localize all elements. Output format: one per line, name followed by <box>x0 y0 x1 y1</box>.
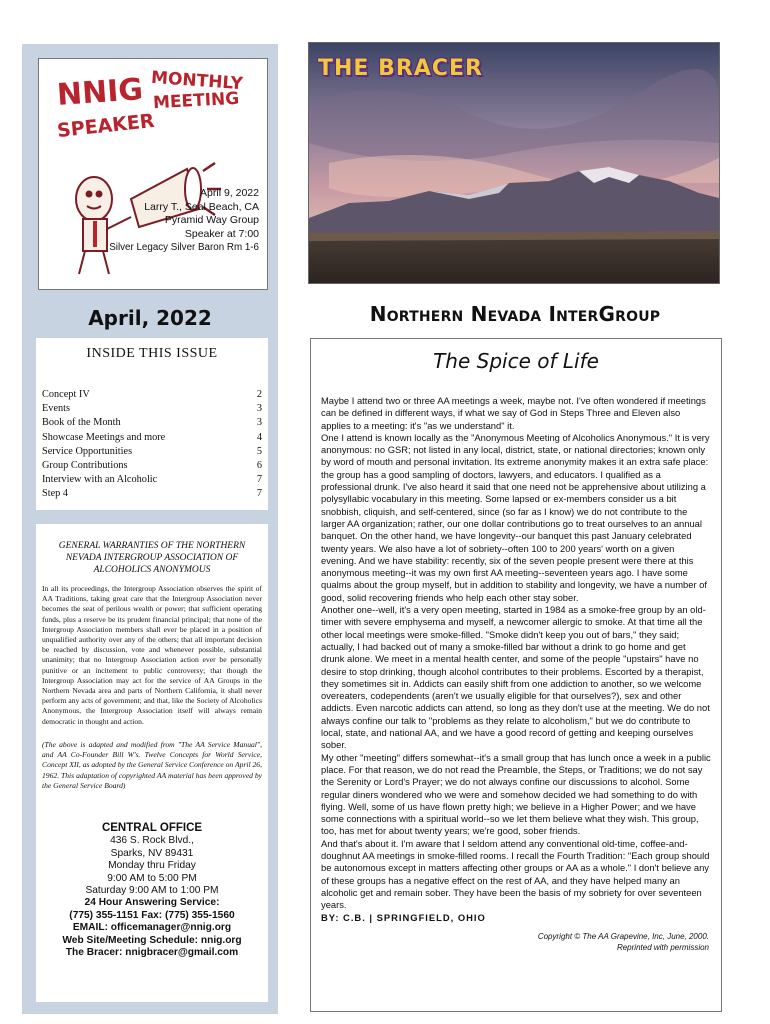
table-of-contents <box>42 388 262 502</box>
toc-row[interactable] <box>42 416 262 430</box>
warranties-title: GENERAL WARRANTIES OF THE NORTHERN NEVADA INTERGROUP ASSOCIATION OF ALCOHOLICS ANONYMOUS <box>58 541 246 575</box>
toc-page: 7 <box>256 474 262 486</box>
copyright-line: Copyright © The AA Grapevine, Inc, June, 2000. <box>537 932 709 941</box>
office-address-2: Sparks, NV 89431 <box>110 847 194 859</box>
logo-speaker: SPEAKER <box>56 109 156 143</box>
host-group: Pyramid Way Group <box>164 214 259 226</box>
toc-label: Showcase Meetings and more <box>42 431 166 443</box>
toc-label: Step 4 <box>42 488 69 500</box>
central-office-box <box>36 812 268 1002</box>
toc-label: Interview with an Alcoholic <box>42 474 158 486</box>
issue-month: April, 2022 <box>88 306 212 330</box>
article-byline: BY: C.B. | SPRINGFIELD, OHIO <box>321 912 486 924</box>
office-hours: 9:00 AM to 5:00 PM <box>107 872 197 884</box>
article-box <box>310 338 722 1012</box>
toc-row[interactable] <box>42 487 262 501</box>
article-title: The Spice of Life <box>433 349 599 373</box>
toc-row[interactable] <box>42 388 262 402</box>
toc-row[interactable] <box>42 402 262 416</box>
toc-label: Concept IV <box>42 389 90 400</box>
toc-page: 7 <box>256 488 262 500</box>
toc-page: 2 <box>256 389 262 400</box>
toc-row[interactable] <box>42 431 262 445</box>
article-paragraph: Another one--well, it's a very open meeting, started in 1984 as a smoke-free group by an old-timer with severe emphysema and myself, a newcomer allergic to smoke. At that time all the other local meetings were smoke-filled. "Smoke didn't keep you out of bars," they said; actually, I had backed out of many a smoke-filled bar without a drink to go home and get drunk alone. We meet in a mental health center, and some of the people "upstairs" have no desire to stop drinking, though alcohol contributes to their problems. Escorted by a therapist, they sometimes sit in. Addicts can easily shift from one addiction to another, so we welcome overeaters, codependents (aren't we usually eligible for that ourselves?), sex and other addicts. Even narcotic addicts can attend, so long as they don't use at the meeting. We do not always confine our talk to "problems as they relate to alcoholism," but we do contribute to local, state, and national AA, and we have a good record of getting and keeping ourselves sober. <box>321 604 710 751</box>
toc-label: Book of the Month <box>42 417 121 429</box>
office-email[interactable]: EMAIL: officemanager@nnig.org <box>72 922 232 934</box>
inside-title: INSIDE THIS ISSUE <box>86 346 218 361</box>
warranties-note: (The above is adapted and modified from "The AA Service Manual", and AA Co-Founder Bill W's. Twelve Concepts for World Service, Concept XII, as adopted by the General Service Conference on April 26, 1962. This adaptation of copyrighted AA material has been approved by the General Service Board) <box>42 740 262 790</box>
toc-row[interactable] <box>42 473 262 487</box>
copyright-notice <box>538 931 709 953</box>
office-details <box>36 822 268 959</box>
article-paragraph: Maybe I attend two or three AA meetings a week, maybe not. I've often wondered if meetings can be defined in different ways, if what we say of God in Steps Three and Eleven also applies to a meeting: it's "as we understand" it. <box>321 395 706 431</box>
office-days: Monday thru Friday <box>108 860 196 872</box>
toc-page: 5 <box>256 445 262 457</box>
bracer-email[interactable]: The Bracer: nnigbracer@gmail.com <box>65 947 239 959</box>
toc-label: Events <box>42 403 71 415</box>
toc-page: 6 <box>256 459 262 471</box>
logo-monthly: MONTHLY <box>150 67 244 95</box>
answering-service: 24 Hour Answering Service: <box>84 897 220 909</box>
warranties-box <box>36 524 268 814</box>
office-saturday: Saturday 9:00 AM to 1:00 PM <box>85 885 219 897</box>
office-address-1: 436 S. Rock Blvd., <box>110 835 194 847</box>
article-paragraph: My other "meeting" differs somewhat--it's a small group that has lunch once a week in a public place. For that reason, we do not read the Preamble, the Steps, or Traditions; we do not say the Serenity or Lord's Prayer; we do not always confine our discussions to alcohol. Some regular diners wondered who we were and somehow decided we had something to do with flying. Well, some of us have flown pretty high; we believe in a Higher Power; and we have some connections with a spiritual world--so we let them believe what they wish. This group, too, has met for about twenty years; we're good, sober friends. <box>321 751 711 837</box>
toc-page: 4 <box>256 431 262 443</box>
logo-nnig: NNIG <box>55 72 145 113</box>
org-name: Northern Nevada InterGroup <box>369 302 661 326</box>
toc-row[interactable] <box>42 445 262 459</box>
inside-this-issue-box <box>36 338 268 510</box>
speaker-card <box>38 58 268 290</box>
speaker-time: Speaker at 7:00 <box>184 227 259 240</box>
toc-label: Group Contributions <box>42 459 128 471</box>
phone-fax[interactable]: (775) 355-1151 Fax: (775) 355-1560 <box>69 909 235 921</box>
article-paragraph: And that's about it. I'm aware that I seldom attend any conventional old-time, coffee-and-doughnut AA meetings in smoke-filled rooms. I recall the Fourth Tradition: "Each group should be autonomous except in matters affecting other groups or AA as a whole." I don't believe any of these groups has a negative effect on the rest of AA, and they have helped many an alcoholic get and remain sober. They have been the basis of my sobriety for over seventeen years. <box>321 837 710 911</box>
toc-page: 3 <box>256 403 262 415</box>
speaker-details <box>109 187 259 255</box>
meeting-date: April 9, 2022 <box>200 187 259 199</box>
website-link[interactable]: Web Site/Meeting Schedule: nnig.org <box>62 934 242 946</box>
article-paragraph: One I attend is known locally as the "Anonymous Meeting of Alcoholics Anonymous." It is very anonymous: no GSR; not listed in any local, district, state, or national directories; known only by word of mouth and personal invitation. Its extreme anonymity makes it an extra safe place: the group has a good sampling of doctors, lawyers, and educators. I qualified as a professional drunk. I've also heard it said that one need not be apprehensive about utilizing a polysyllabic vocabulary in this meeting. Some lapsed or ex-members consider us a bit snobbish, cliquish, and self-centered, since (so far as I know) we do not contribute to the larger AA organization; rather, our one dollar contributions go to treat ourselves to an annual banquet. On the other hand, we have longevity--our banquet this past January celebrated twenty years. We also have a lot of sobriety--often 100 to 200 years' worth on a given evening. And we have stability: recently, six of the seven people present were there at this anonymous meeting--it was my own first AA meeting--seventeen years ago. I have some qualms about the group myself, but in addition to stability and longevity, we have a number of good, solid recovering friends who help each other stay sober. <box>321 431 710 603</box>
article-body <box>321 395 711 925</box>
toc-page: 3 <box>256 417 262 429</box>
office-title: CENTRAL OFFICE <box>101 822 203 834</box>
newsletter-title: THE BRACER <box>318 56 483 81</box>
toc-row[interactable] <box>42 459 262 473</box>
reprint-line: Reprinted with permission <box>616 943 709 952</box>
toc-label: Service Opportunities <box>42 445 133 457</box>
logo-meeting: MEETING <box>152 88 240 114</box>
speaker-name: Larry T., Seal Beach, CA <box>144 200 259 213</box>
venue: Silver Legacy Silver Baron Rm 1-6 <box>109 242 259 253</box>
warranties-body: In all its proceedings, the Intergroup Association observes the spirit of AA Traditions, taking great care that the Intergroup Association never becomes the seat of perilous wealth or power; that sufficient operating funds, plus a reserve be its prudent financial principal; that none of the Intergroup Association members shall ever be placed in a position of unqualified authority over any of the others; that all important decision be reached by discussion, vote and whenever possible, substantial unanimity; that no Intergroup Association action ever be personally punitive or an incitement to public controversy; that though the Intergroup Association may act for the service of AA Groups in the Northern Nevada area and parts of Northern California, it shall never perform any acts of government; and that, like the Society of Alcoholics Anonymous, the Intergroup Association itself will always remain democratic in thought and action. <box>42 584 262 726</box>
